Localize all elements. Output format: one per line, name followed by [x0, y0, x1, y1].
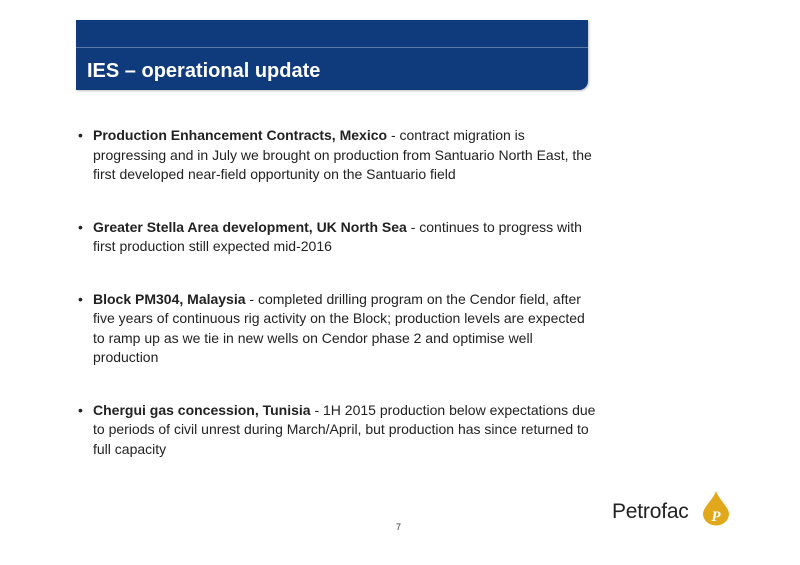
- bullet-heading: Chergui gas concession, Tunisia: [93, 401, 311, 418]
- bullet-text: - contract migration is progressing and in July we brought on production from Santuario North East, the first developed near-field opportunity on the Santuario field: [93, 127, 592, 182]
- bullet-dot-icon: •: [78, 401, 83, 418]
- bullet-item: [78, 290, 598, 368]
- logo-icon-letter: P: [711, 509, 721, 525]
- petrofac-logo: [612, 490, 730, 526]
- bullet-text: - continues to progress with first production still expected mid-2016: [93, 218, 582, 254]
- bullet-heading: Greater Stella Area development, UK North Sea: [93, 218, 407, 235]
- bullet-dot-icon: •: [78, 218, 83, 235]
- title-divider: [76, 47, 588, 48]
- bullet-heading: Production Enhancement Contracts, Mexico: [93, 127, 388, 143]
- title-bar: [76, 20, 588, 90]
- bullet-text: - 1H 2015 production below expectations due to periods of civil unrest during March/April, but production has since returned to full capacity: [93, 401, 596, 457]
- bullet-list: [78, 126, 598, 459]
- bullet-dot-icon: •: [78, 290, 83, 307]
- bullet-heading: Block PM304, Malaysia: [93, 290, 246, 307]
- page-number: 7: [396, 522, 402, 532]
- bullet-dot-icon: •: [78, 127, 83, 143]
- oil-drop-p-icon: [702, 490, 730, 526]
- slide-title: IES – operational update: [87, 60, 321, 82]
- bullet-text: - completed drilling program on the Cendor field, after five years of continuous rig activity on the Block; production levels are expected to ramp up as we tie in new wells on Cendor phase 2 and optimise well production: [93, 290, 585, 365]
- logo-wordmark: Petrofac: [612, 500, 689, 523]
- bullet-item: [78, 218, 598, 257]
- bullet-item: [78, 401, 598, 460]
- bullet-item: [78, 126, 598, 185]
